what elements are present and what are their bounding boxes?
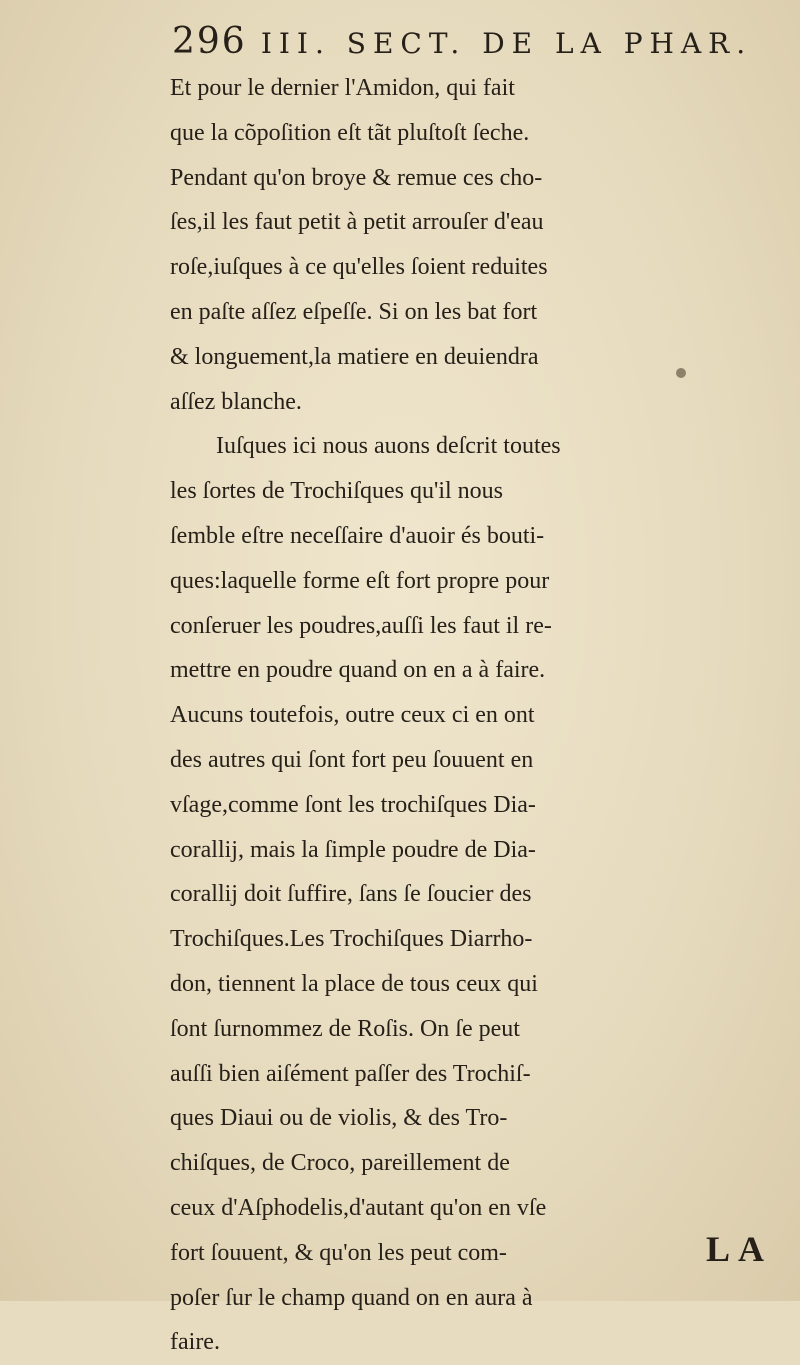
text-line: vſage,comme ſont les trochiſques Dia- [170, 791, 536, 818]
text-line: ſes,il les faut petit à petit arrouſer d'eau [170, 209, 544, 236]
page-header [172, 18, 772, 66]
text-line: en paſte aſſez eſpeſſe. Si on les bat fort [170, 298, 538, 325]
page-number: 296 [172, 21, 247, 62]
text-line: ſont ſurnommez de Roſis. On ſe peut [170, 1015, 520, 1042]
text-line: corallij, mais la ſimple poudre de Dia- [170, 836, 536, 863]
text-line: don, tiennent la place de tous ceux qui [170, 970, 538, 997]
text-line: fort ſouuent, & qu'on les peut com- [170, 1239, 507, 1266]
text-line: auſſi bien aiſément paſſer des Trochiſ- [170, 1060, 531, 1087]
text-line: conſeruer les poudres,auſſi les faut il re- [170, 612, 552, 639]
text-line: aſſez blanche. [170, 388, 302, 415]
text-line: Et pour le dernier l'Amidon, qui fait [170, 75, 515, 101]
catchword: LA [706, 1229, 773, 1269]
text-line: faire. [170, 1329, 220, 1356]
text-line: Pendant qu'on broye & remue ces cho- [170, 164, 543, 191]
body-text [170, 66, 790, 1365]
text-line: Aucuns toutefois, outre ceux ci en ont [170, 702, 535, 729]
text-line: que la cõpoſition eſt tãt pluſtoſt ſeche. [170, 119, 530, 146]
text-line: & longuement,la matiere en deuiendra [170, 343, 539, 370]
text-line: corallij doit ſuffire, ſans ſe ſoucier des [170, 881, 532, 908]
text-line: ſemble eſtre neceſſaire d'auoir és bouti- [170, 522, 545, 549]
text-line: chiſques, de Croco, pareillement de [170, 1150, 510, 1177]
text-line: des autres qui ſont fort peu ſouuent en [170, 746, 534, 773]
text-line: Iuſques ici nous auons deſcrit toutes [216, 433, 561, 460]
text-line: ques Diaui ou de violis, & des Tro- [170, 1105, 508, 1132]
text-line: ques:laquelle forme eſt fort propre pour [170, 567, 550, 594]
text-line: mettre en poudre quand on en a à faire. [170, 657, 546, 684]
text-line: les ſortes de Trochiſques qu'il nous [170, 478, 503, 505]
ink-spot [676, 368, 686, 378]
text-line: Trochiſques.Les Trochiſques Diarrho- [170, 926, 533, 953]
text-line: roſe,iuſques à ce qu'elles ſoient reduites [170, 254, 548, 281]
running-title: III. SECT. DE LA PHAR. [260, 27, 753, 60]
text-line: ceux d'Aſphodelis,d'autant qu'on en vſe [170, 1194, 547, 1221]
text-line: poſer ſur le champ quand on en aura à [170, 1284, 533, 1311]
